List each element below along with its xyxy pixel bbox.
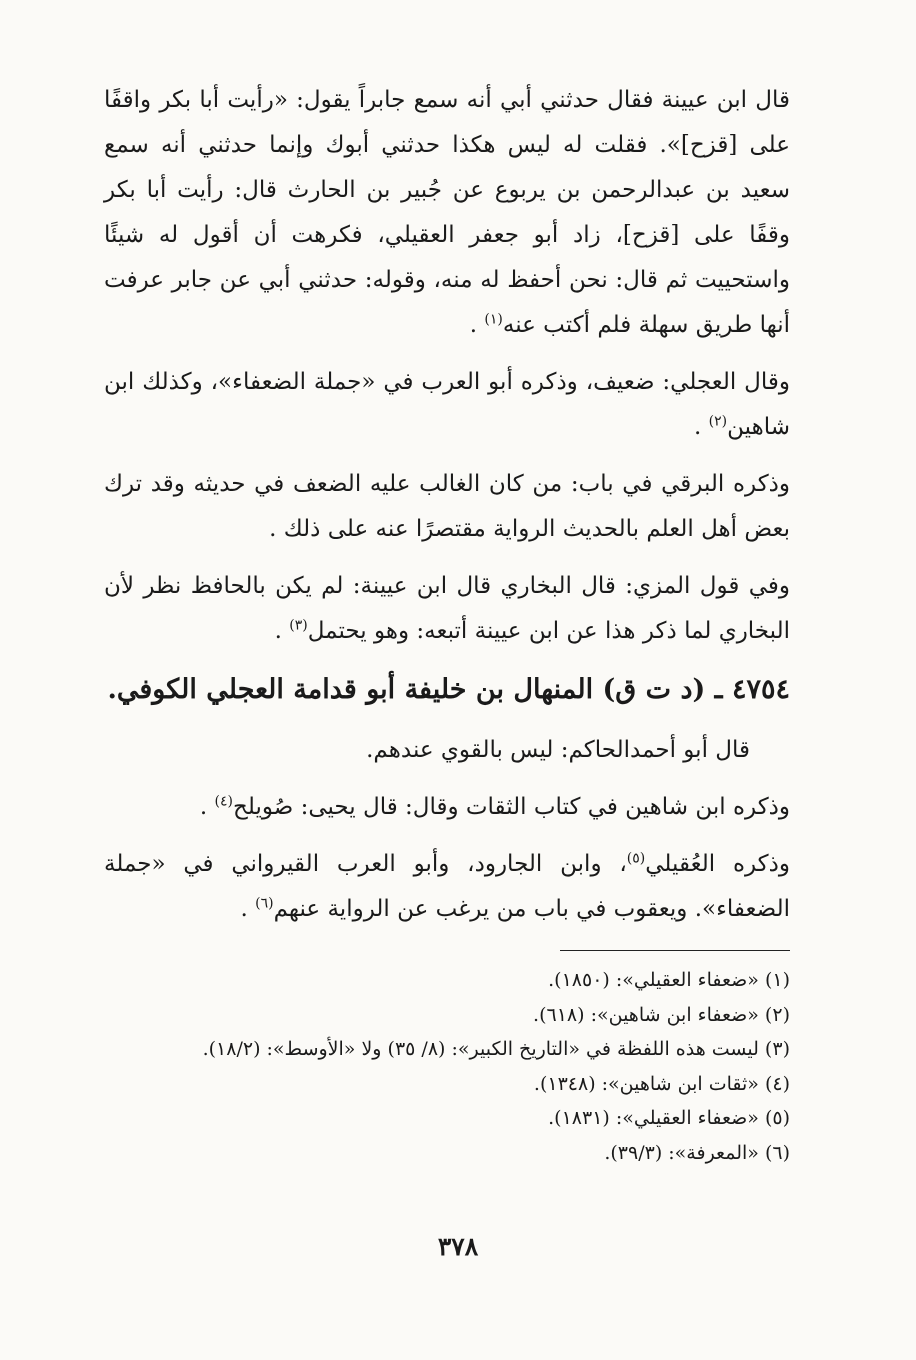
paragraph-2-text: وقال العجلي: ضعيف، وذكره أبو العرب في «جملة الضعفاء»، وكذلك ابن شاهين — [104, 369, 790, 440]
paragraph-7-text-a: وذكره العُقيلي — [645, 851, 790, 877]
footnote-ref-3: (٣) — [289, 617, 308, 634]
footnote-1: (١) «ضعفاء العقيلي»: (١٨٥٠). — [548, 969, 790, 991]
paragraph-5: قال أبو أحمدالحاكم: ليس بالقوي عندهم. — [366, 737, 750, 763]
paragraph-6 — [104, 785, 790, 830]
paragraph-3: وذكره البرقي في باب: من كان الغالب عليه الضعف في حديثه وقد ترك بعض أهل العلم بالحديث الرواية مقتصرًا عنه على ذلك . — [104, 471, 790, 542]
page-number: ٣٧٨ — [437, 1232, 479, 1261]
paragraph-7 — [104, 842, 790, 932]
paragraph-4-end: . — [274, 618, 290, 644]
footnotes — [104, 963, 790, 1170]
paragraph-4 — [104, 564, 790, 654]
paragraph-4-text: وفي قول المزي: قال البخاري قال ابن عيينة: لم يكن بالحافظ نظر لأن البخاري لما ذكر هذا عن ابن عيينة أتبعه: وهو يحتمل — [104, 573, 790, 644]
entry-heading: ٤٧٥٤ ـ (د ت ق) المنهال بن خليفة أبو قدامة العجلي الكوفي. — [107, 674, 790, 705]
footnote-5: (٥) «ضعفاء العقيلي»: (١٨٣١). — [548, 1107, 790, 1129]
paragraph-7-end: . — [240, 896, 256, 922]
paragraph-1-text: قال ابن عيينة فقال حدثني أبي أنه سمع جابراً يقول: «رأيت أبا بكر واقفًا على [قزح]». فقلت له ليس هكذا حدثني أبوك وإنما حدثني أنه سمع سعيد بن عبدالرحمن بن يربوع عن جُبير بن الحارث قال: رأيت أبا بكر وقفًا على [قزح]، زاد أبو جعفر العقيلي، فكرهت أن أقول له شيئًا واستحييت ثم قال: نحن أحفظ له منه، وقوله: حدثني أبي عن جابر عرفت أنها طريق سهلة فلم أكتب عنه — [104, 87, 790, 338]
footnote-divider — [560, 950, 790, 951]
paragraph-6-text: وذكره ابن شاهين في كتاب الثقات وقال: قال يحيى: صُويلح — [232, 794, 790, 820]
paragraph-2-end: . — [694, 414, 709, 440]
paragraph-2 — [104, 360, 790, 450]
paragraph-6-end: . — [199, 794, 215, 820]
paragraph-1-end: . — [469, 312, 485, 338]
main-text — [104, 78, 790, 944]
footnote-ref-2: (٢) — [708, 413, 728, 430]
paragraph-1 — [104, 78, 790, 348]
footnote-ref-5: (٥) — [626, 850, 646, 867]
footnote-3: (٣) ليست هذه اللفظة في «التاريخ الكبير»: (٨/ ٣٥) ولا «الأوسط»: (١٨/٢). — [202, 1038, 790, 1060]
paragraph-7-text-b: ، وابن الجارود، وأبو العرب القيرواني في «جملة الضعفاء». ويعقوب في باب من يرغب عن الرواية عنهم — [104, 851, 790, 922]
footnote-4: (٤) «ثقات ابن شاهين»: (١٣٤٨). — [533, 1072, 790, 1095]
footnote-ref-6: (٦) — [255, 895, 274, 912]
footnote-ref-1: (١) — [484, 311, 503, 328]
footnote-2: (٢) «ضعفاء ابن شاهين»: (٦١٨). — [533, 1003, 790, 1026]
footnote-6: (٦) «المعرفة»: (٣٩/٣). — [604, 1141, 790, 1164]
footnote-ref-4: (٤) — [214, 793, 233, 810]
